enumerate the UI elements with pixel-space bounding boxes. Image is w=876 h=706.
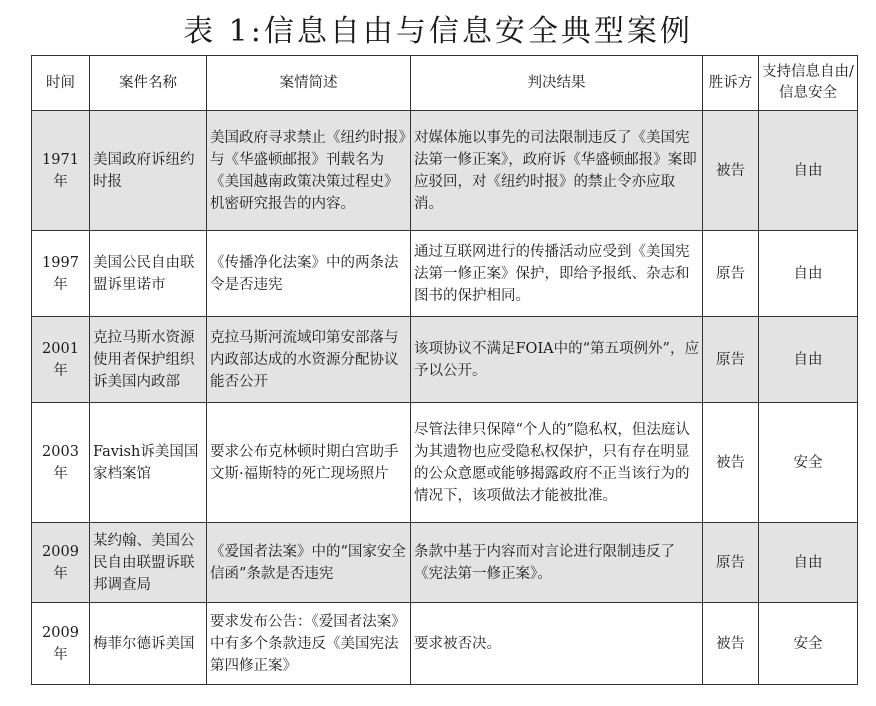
cell-summary: 克拉马斯河流域印第安部落与内政部达成的水资源分配协议能否公开	[207, 317, 411, 403]
cell-summary: 《传播净化法案》中的两条法令是否违宪	[207, 231, 411, 317]
cell-case: Favish诉美国国家档案馆	[90, 403, 207, 523]
cell-time: 2009年	[32, 523, 90, 603]
cell-support: 安全	[759, 603, 858, 685]
cell-summary: 《爱国者法案》中的“国家安全信函”条款是否违宪	[207, 523, 411, 603]
header-ruling: 判决结果	[411, 56, 703, 111]
case-table	[31, 55, 858, 685]
cell-time: 2009年	[32, 603, 90, 685]
cell-winner: 被告	[703, 111, 759, 231]
header-winner: 胜诉方	[703, 56, 759, 111]
cell-summary: 要求公布克林顿时期白宫助手文斯·福斯特的死亡现场照片	[207, 403, 411, 523]
cell-case: 美国公民自由联盟诉里诺市	[90, 231, 207, 317]
table-row	[32, 111, 858, 231]
cell-support: 自由	[759, 231, 858, 317]
cell-ruling: 对媒体施以事先的司法限制违反了《美国宪法第一修正案》，政府诉《华盛顿邮报》案即应驳回，对《纽约时报》的禁止令亦应取消。	[411, 111, 703, 231]
cell-ruling: 要求被否决。	[411, 603, 703, 685]
table-row	[32, 523, 858, 603]
cell-support: 自由	[759, 317, 858, 403]
table-row	[32, 403, 858, 523]
cell-support: 自由	[759, 523, 858, 603]
table-row	[32, 231, 858, 317]
cell-winner: 原告	[703, 523, 759, 603]
cell-ruling: 通过互联网进行的传播活动应受到《美国宪法第一修正案》保护，即给予报纸、杂志和图书的保护相同。	[411, 231, 703, 317]
cell-case: 某约翰、美国公民自由联盟诉联邦调查局	[90, 523, 207, 603]
table-row	[32, 603, 858, 685]
cell-time: 2001年	[32, 317, 90, 403]
cell-winner: 被告	[703, 403, 759, 523]
cell-winner: 原告	[703, 231, 759, 317]
table-title: 表 1:信息自由与信息安全典型案例	[183, 14, 693, 49]
cell-time: 1997年	[32, 231, 90, 317]
header-summary: 案情简述	[207, 56, 411, 111]
cell-support: 安全	[759, 403, 858, 523]
header-support: 支持信息自由/信息安全	[759, 56, 858, 111]
cell-time: 1971年	[32, 111, 90, 231]
header-time: 时间	[32, 56, 90, 111]
table-row	[32, 317, 858, 403]
cell-time: 2003年	[32, 403, 90, 523]
cell-summary: 要求发布公告：《爱国者法案》中有多个条款违反《美国宪法第四修正案》	[207, 603, 411, 685]
cell-ruling: 该项协议不满足FOIA中的“第五项例外”，应予以公开。	[411, 317, 703, 403]
cell-case: 克拉马斯水资源使用者保护组织诉美国内政部	[90, 317, 207, 403]
cell-winner: 原告	[703, 317, 759, 403]
cell-ruling: 条款中基于内容而对言论进行限制违反了《宪法第一修正案》。	[411, 523, 703, 603]
cell-case: 梅菲尔德诉美国	[90, 603, 207, 685]
cell-winner: 被告	[703, 603, 759, 685]
cell-case: 美国政府诉纽约时报	[90, 111, 207, 231]
cell-summary: 美国政府寻求禁止《纽约时报》与《华盛顿邮报》刊载名为《美国越南政策决策过程史》机密研究报告的内容。	[207, 111, 411, 231]
table-header-row	[32, 56, 858, 111]
cell-support: 自由	[759, 111, 858, 231]
cell-ruling: 尽管法律只保障“个人的”隐私权，但法庭认为其遗物也应受隐私权保护，只有存在明显的公众意愿或能够揭露政府不正当该行为的情况下，该项做法才能被批准。	[411, 403, 703, 523]
header-case: 案件名称	[90, 56, 207, 111]
